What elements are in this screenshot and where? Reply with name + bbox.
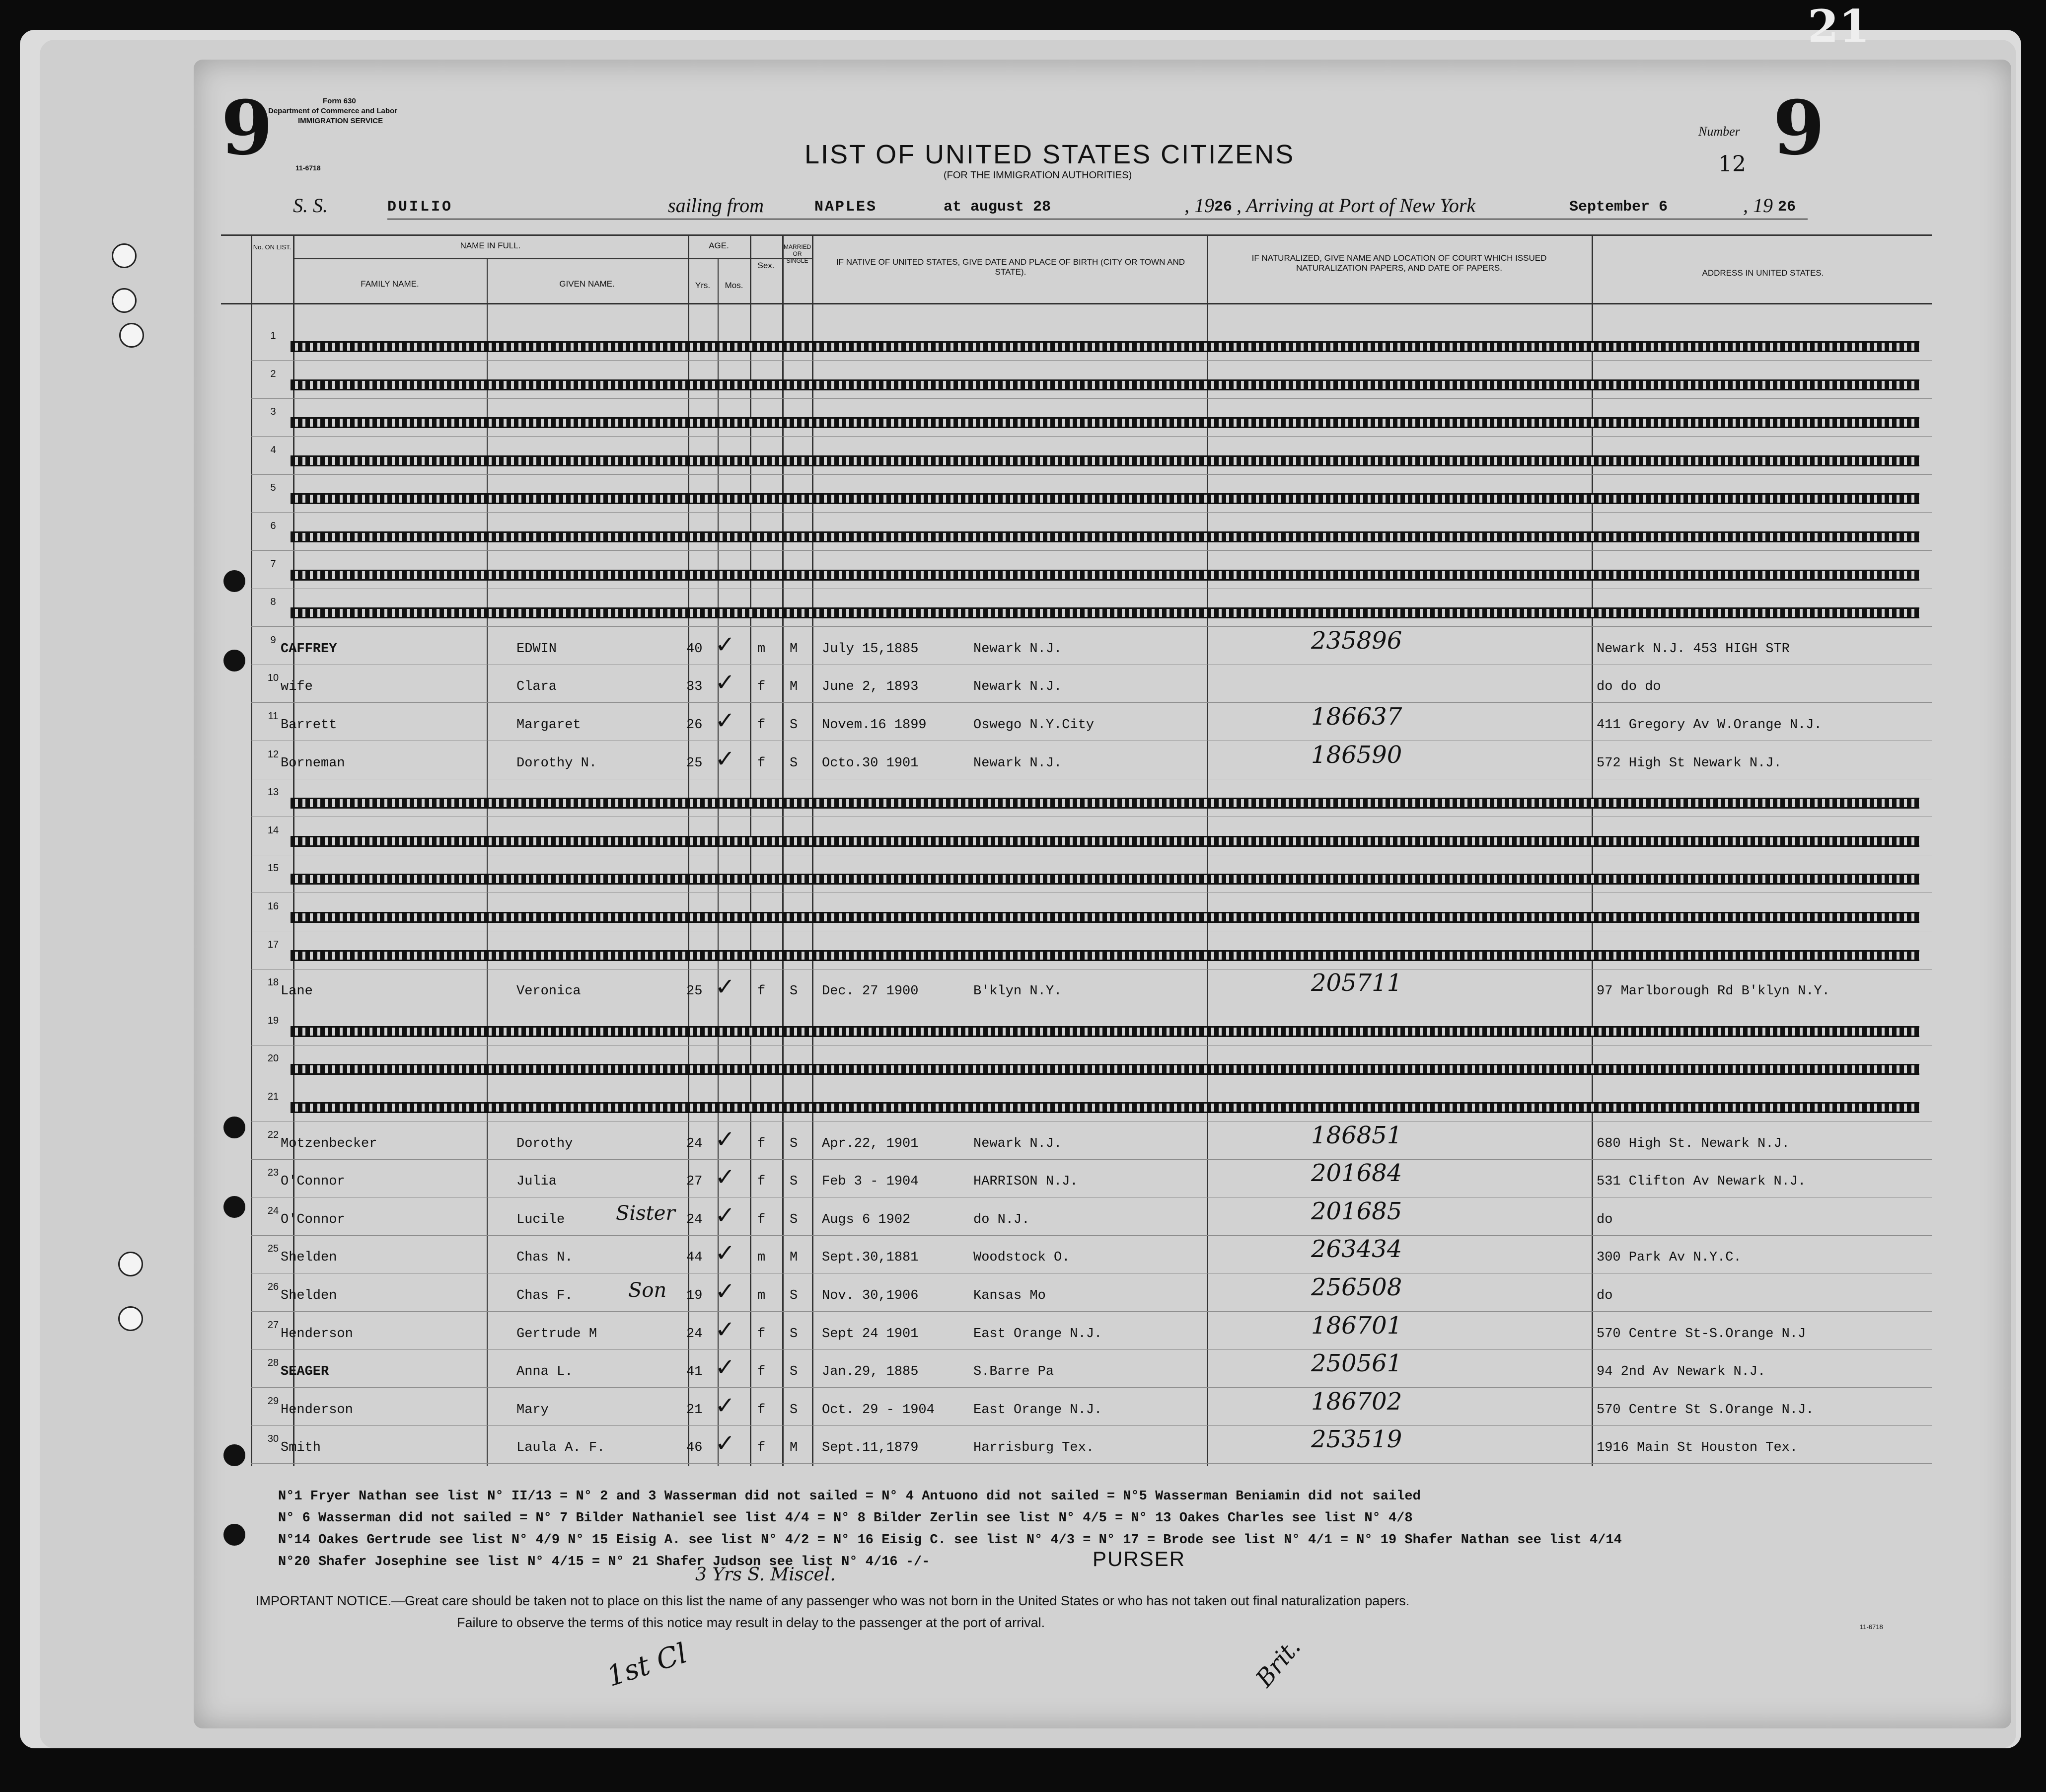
marital-status-cell: S (790, 1212, 798, 1227)
certificate-number-cell: 186851 (1311, 1121, 1402, 1149)
check-mark-icon: ✓ (715, 630, 735, 659)
struck-out-row (291, 874, 1919, 885)
row-rule (251, 1387, 1932, 1388)
family-name-cell: Henderson (281, 1326, 353, 1342)
col-divider (487, 258, 488, 1466)
corner-page-number: 21 (1808, 0, 1870, 53)
certificate-number-cell: 263434 (1311, 1235, 1402, 1264)
form-label: Form 630 (323, 97, 356, 105)
col-header-name: NAME IN FULL. (460, 241, 521, 250)
sailing-year: 26 (1214, 199, 1233, 216)
arrival-year: 26 (1778, 199, 1796, 216)
subheader-rule (293, 258, 812, 259)
address-cell: 570 Centre St S.Orange N.J. (1597, 1402, 1814, 1418)
family-name-cell: Henderson (281, 1402, 353, 1418)
check-mark-icon: ✓ (715, 1353, 735, 1382)
row-rule (251, 512, 1932, 513)
age-cell: 46 (686, 1440, 703, 1456)
given-name-cell: Dorothy N. (516, 755, 597, 771)
given-name-cell: Anna L. (516, 1364, 573, 1380)
age-cell: 44 (686, 1250, 703, 1266)
birth-date-cell: Oct. 29 - 1904 (822, 1402, 935, 1418)
row-number: 28 (267, 1357, 279, 1369)
address-cell: 1916 Main St Houston Tex. (1597, 1440, 1798, 1456)
given-name-cell: Margaret (516, 718, 581, 733)
birth-place-cell: Woodstock O. (973, 1250, 1070, 1266)
birth-date-cell: July 15,1885 (822, 641, 919, 657)
table-header-rule (221, 303, 1932, 304)
department-label: Department of Commerce and Labor (268, 107, 398, 115)
birth-place-cell: East Orange N.J. (973, 1402, 1102, 1418)
address-cell: 570 Centre St-S.Orange N.J (1597, 1326, 1806, 1342)
age-cell: 25 (686, 984, 703, 999)
row-number: 24 (267, 1205, 279, 1216)
age-cell: 21 (686, 1402, 703, 1418)
punch-hole (112, 243, 137, 268)
row-rule (251, 1463, 1932, 1464)
marital-status-cell: S (790, 1288, 798, 1303)
check-mark-icon: ✓ (715, 1163, 735, 1192)
birth-place-cell: Newark N.J. (973, 679, 1062, 695)
row-rule (251, 474, 1932, 475)
row-number: 25 (267, 1243, 279, 1255)
row-number: 7 (270, 558, 276, 570)
handwritten-signature: 3 Yrs S. Miscel. (695, 1565, 836, 1585)
family-name-cell: Shelden (281, 1250, 337, 1266)
age-cell: 41 (686, 1364, 703, 1380)
row-rule (251, 702, 1932, 703)
struck-out-row (291, 341, 1919, 352)
row-rule (251, 360, 1932, 361)
given-name-cell: Chas F. (516, 1288, 573, 1303)
given-name-cell: Clara (516, 679, 557, 695)
struck-out-row (291, 1102, 1919, 1113)
sex-cell: f (757, 1440, 766, 1456)
row-rule (251, 969, 1932, 970)
certificate-number-cell: 253519 (1311, 1425, 1402, 1454)
age-cell: 19 (686, 1288, 703, 1303)
struck-out-row (291, 607, 1919, 618)
check-mark-icon: ✓ (715, 1201, 735, 1229)
punch-hole (223, 1524, 245, 1546)
sex-cell: f (757, 1402, 766, 1418)
row-rule (251, 550, 1932, 551)
struck-out-row (291, 570, 1919, 581)
struck-out-row (291, 912, 1919, 923)
address-cell: 97 Marlborough Rd B'klyn N.Y. (1597, 984, 1830, 999)
birth-place-cell: B'klyn N.Y. (973, 984, 1062, 999)
struck-out-row (291, 493, 1919, 504)
given-name-cell: EDWIN (516, 641, 557, 657)
struck-out-row (291, 836, 1919, 847)
col-header-address: ADDRESS IN UNITED STATES. (1702, 268, 1824, 278)
punch-hole (118, 1306, 143, 1331)
birth-date-cell: Sept.30,1881 (822, 1250, 919, 1266)
given-name-cell: Julia (516, 1174, 557, 1190)
row-number: 22 (267, 1129, 279, 1140)
marital-status-cell: S (790, 1174, 798, 1190)
family-name-cell: CAFFREY (281, 641, 337, 657)
row-number: 21 (267, 1091, 279, 1102)
row-rule (251, 626, 1932, 627)
footnote-line: N°20 Shafer Josephine see list N° 4/15 = N° 21 Shafer Judson see list N° 4/16 -/- (278, 1555, 930, 1569)
struck-out-row (291, 798, 1919, 809)
footnote-line: N°1 Fryer Nathan see list N° II/13 = N° 2 and 3 Wasserman did not sailed = N° 4 Antuono did not sailed = N°5 Wasserman Beniamin did not sailed (278, 1489, 1421, 1504)
row-number: 19 (267, 1015, 279, 1026)
notice-form-code: 11-6718 (1860, 1623, 1883, 1631)
punch-hole (118, 1252, 143, 1276)
birth-place-cell: Oswego N.Y.City (973, 718, 1095, 733)
sex-cell: f (757, 1326, 766, 1342)
row-rule (251, 1159, 1932, 1160)
handwritten-class-note: 1st Cl (603, 1637, 691, 1693)
birth-date-cell: Jan.29, 1885 (822, 1364, 919, 1380)
form-code: 11-6718 (295, 164, 321, 172)
row-number: 10 (267, 672, 279, 684)
departure-port: NAPLES (814, 199, 877, 216)
marital-status-cell: S (790, 755, 798, 771)
family-name-cell: Shelden (281, 1288, 337, 1303)
arrival-date: September 6 (1569, 199, 1668, 216)
birth-place-cell: Kansas Mo (973, 1288, 1046, 1303)
family-name-cell: Smith (281, 1440, 321, 1456)
row-number: 16 (267, 901, 279, 912)
given-name-cell: Lucile (516, 1212, 565, 1227)
certificate-number-cell: 250561 (1311, 1349, 1402, 1378)
col-divider (251, 234, 252, 1466)
struck-out-row (291, 379, 1919, 390)
certificate-number-cell: 201684 (1311, 1159, 1402, 1188)
row-number: 23 (267, 1167, 279, 1179)
check-mark-icon: ✓ (715, 973, 735, 1001)
row-number: 1 (270, 330, 276, 341)
birth-date-cell: Novem.16 1899 (822, 718, 927, 733)
birth-date-cell: Sept.11,1879 (822, 1440, 919, 1456)
sex-cell: f (757, 1364, 766, 1380)
age-cell: 27 (686, 1174, 703, 1190)
certificate-number-cell: 256508 (1311, 1273, 1402, 1301)
marital-status-cell: M (790, 679, 798, 695)
address-cell: Newark N.J. 453 HIGH STR (1597, 641, 1790, 657)
row-number: 8 (270, 597, 276, 608)
row-number: 4 (270, 444, 276, 455)
row-rule (251, 436, 1932, 437)
birth-date-cell: Feb 3 - 1904 (822, 1174, 919, 1190)
birth-date-cell: Augs 6 1902 (822, 1212, 911, 1227)
ship-name: DUILIO (387, 199, 453, 216)
birth-place-cell: Newark N.J. (973, 641, 1062, 657)
col-header-given: GIVEN NAME. (559, 279, 615, 289)
col-header-mos: Mos. (725, 281, 743, 290)
punch-hole (223, 1117, 245, 1138)
col-header-sex: Sex. (757, 261, 775, 270)
check-mark-icon: ✓ (715, 745, 735, 773)
birth-date-cell: Nov. 30,1906 (822, 1288, 919, 1303)
check-mark-icon: ✓ (715, 1277, 735, 1305)
service-label: IMMIGRATION SERVICE (298, 117, 383, 125)
birth-place-cell: HARRISON N.J. (973, 1174, 1078, 1190)
given-name-cell: Gertrude M (516, 1326, 597, 1342)
check-mark-icon: ✓ (715, 1125, 735, 1153)
family-name-cell: wife (281, 679, 313, 695)
row-number: 17 (267, 939, 279, 950)
birth-date-cell: Dec. 27 1900 (822, 984, 919, 999)
row-rule (251, 1235, 1932, 1236)
birth-date-cell: Octo.30 1901 (822, 755, 919, 771)
row-number: 30 (267, 1433, 279, 1445)
address-cell: do (1597, 1212, 1613, 1227)
margin-note-sister: Sister (616, 1202, 675, 1225)
punch-hole (112, 288, 137, 313)
col-header-naturalized: IF NATURALIZED, GIVE NAME AND LOCATION OF COURT WHICH ISSUED NATURALIZATION PAPERS, AND DATE OF PAPERS. (1251, 253, 1547, 273)
sex-cell: f (757, 755, 766, 771)
sailing-from-label: sailing from (668, 194, 764, 217)
page-number: 12 (1718, 151, 1746, 177)
address-cell: 572 High St Newark N.J. (1597, 755, 1782, 771)
age-cell: 24 (686, 1326, 703, 1342)
row-rule (251, 1349, 1932, 1350)
family-name-cell: Borneman (281, 755, 345, 771)
document-sheet (194, 60, 2011, 1728)
family-name-cell: Lane (281, 984, 313, 999)
row-number: 29 (267, 1395, 279, 1407)
age-cell: 40 (686, 641, 703, 657)
birth-place-cell: Newark N.J. (973, 1136, 1062, 1151)
marital-status-cell: S (790, 984, 798, 999)
address-cell: do do do (1597, 679, 1661, 695)
marital-status-cell: M (790, 641, 798, 657)
age-cell: 26 (686, 718, 703, 733)
arriving-label: , Arriving at Port of New York (1237, 194, 1476, 217)
marital-status-cell: M (790, 1250, 798, 1266)
number-label: Number (1698, 124, 1740, 139)
table-top-rule (221, 234, 1932, 236)
form-number-left: 9 (221, 84, 273, 172)
address-cell: 411 Gregory Av W.Orange N.J. (1597, 718, 1822, 733)
given-name-cell: Veronica (516, 984, 581, 999)
birth-place-cell: East Orange N.J. (973, 1326, 1102, 1342)
family-name-cell: SEAGER (281, 1364, 329, 1380)
col-header-yrs: Yrs. (695, 281, 711, 290)
punch-hole (223, 1196, 245, 1218)
punch-hole (223, 570, 245, 592)
family-name-cell: O'Connor (281, 1212, 345, 1227)
birth-date-cell: June 2, 1893 (822, 679, 919, 695)
punch-hole (119, 323, 144, 348)
age-cell: 24 (686, 1136, 703, 1151)
address-cell: do (1597, 1288, 1613, 1303)
row-number: 26 (267, 1281, 279, 1292)
sex-cell: m (757, 1288, 766, 1303)
birth-place-cell: Newark N.J. (973, 755, 1062, 771)
row-rule (251, 1425, 1932, 1426)
certificate-number-cell: 186637 (1311, 703, 1402, 731)
row-number: 18 (267, 977, 279, 988)
age-cell: 24 (686, 1212, 703, 1227)
important-notice-line2: Failure to observe the terms of this notice may result in delay to the passenger at the port of arrival. (457, 1615, 1045, 1630)
given-name-cell: Laula A. F. (516, 1440, 605, 1456)
row-number: 3 (270, 406, 276, 418)
struck-out-row (291, 1026, 1919, 1037)
ss-label: S. S. (293, 194, 328, 217)
punch-hole (223, 1444, 245, 1466)
row-number: 9 (270, 634, 276, 646)
margin-note-son: Son (628, 1279, 667, 1302)
footnote-line: N° 6 Wasserman did not sailed = N° 7 Bilder Nathaniel see list 4/4 = N° 8 Bilder Zerlin see list N° 4/5 = N° 13 Oakes Charles see list N° 4/8 (278, 1511, 1413, 1526)
certificate-number-cell: 235896 (1311, 626, 1402, 655)
handwritten-signature: Brit. (1250, 1633, 1307, 1693)
struck-out-row (291, 950, 1919, 961)
check-mark-icon: ✓ (715, 1239, 735, 1268)
col-header-native: IF NATIVE OF UNITED STATES, GIVE DATE AND PLACE OF BIRTH (CITY OR TOWN AND STATE). (836, 257, 1185, 277)
sex-cell: f (757, 718, 766, 733)
sex-cell: f (757, 1136, 766, 1151)
important-notice: IMPORTANT NOTICE.—Great care should be taken not to place on this list the name of any passenger who was not born in the United States or who has not taken out final naturalization papers. (256, 1593, 1410, 1608)
number-value: 9 (1773, 84, 1825, 172)
col-header-no: No. ON LIST. (253, 243, 292, 251)
given-name-cell: Chas N. (516, 1250, 573, 1266)
certificate-number-cell: 186702 (1311, 1387, 1402, 1416)
address-cell: 680 High St. Newark N.J. (1597, 1136, 1790, 1151)
row-number: 6 (270, 521, 276, 531)
struck-out-row (291, 531, 1919, 542)
col-header-family: FAMILY NAME. (361, 279, 419, 289)
check-mark-icon: ✓ (715, 1391, 735, 1419)
row-number: 11 (268, 711, 279, 722)
row-rule (251, 1311, 1932, 1312)
marital-status-cell: S (790, 1326, 798, 1342)
struck-out-row (291, 455, 1919, 466)
row-number: 12 (267, 748, 279, 760)
footnote-line: N°14 Oakes Gertrude see list N° 4/9 N° 15 Eisig A. see list N° 4/2 = N° 16 Eisig C. see list N° 4/3 = N° 17 = Brode see list N° 4/1 = N° 19 Shafer Nathan see list 4/14 (278, 1533, 1622, 1548)
sex-cell: f (757, 984, 766, 999)
check-mark-icon: ✓ (715, 1315, 735, 1344)
marital-status-cell: M (790, 1440, 798, 1456)
given-name-cell: Dorothy (516, 1136, 573, 1151)
age-cell: 25 (686, 755, 703, 771)
row-number: 5 (270, 482, 276, 494)
sex-cell: m (757, 1250, 766, 1266)
family-name-cell: Barrett (281, 718, 337, 733)
row-rule (251, 398, 1932, 399)
col-header-age: AGE. (709, 241, 729, 250)
address-cell: 94 2nd Av Newark N.J. (1597, 1364, 1766, 1380)
row-number: 27 (267, 1319, 279, 1331)
address-cell: 531 Clifton Av Newark N.J. (1597, 1174, 1806, 1190)
family-name-cell: O'Connor (281, 1174, 345, 1190)
sex-cell: f (757, 679, 766, 695)
marital-status-cell: S (790, 718, 798, 733)
birth-place-cell: do N.J. (973, 1212, 1030, 1227)
birth-date-cell: Apr.22, 1901 (822, 1136, 919, 1151)
age-cell: 33 (686, 679, 703, 695)
birth-place-cell: S.Barre Pa (973, 1364, 1054, 1380)
year-prefix: , 19 (1184, 194, 1214, 217)
family-name-cell: Motzenbecker (281, 1136, 377, 1151)
check-mark-icon: ✓ (715, 1429, 735, 1458)
sex-cell: m (757, 641, 766, 657)
birth-date-cell: Sept 24 1901 (822, 1326, 919, 1342)
sailing-date: at august 28 (944, 199, 1051, 216)
certificate-number-cell: 186701 (1311, 1311, 1402, 1340)
given-name-cell: Mary (516, 1402, 549, 1418)
year-prefix-2: , 19 (1743, 194, 1773, 217)
page-title: LIST OF UNITED STATES CITIZENS (804, 140, 1295, 169)
page-subtitle: (FOR THE IMMIGRATION AUTHORITIES) (944, 170, 1132, 181)
sex-cell: f (757, 1174, 766, 1190)
col-header-married: MARRIED OR SINGLE (784, 243, 811, 264)
check-mark-icon: ✓ (715, 669, 735, 697)
certificate-number-cell: 201685 (1311, 1197, 1402, 1225)
sex-cell: f (757, 1212, 766, 1227)
row-number: 2 (270, 368, 276, 379)
marital-status-cell: S (790, 1364, 798, 1380)
certificate-number-cell: 186590 (1311, 741, 1402, 769)
check-mark-icon: ✓ (715, 707, 735, 735)
marital-status-cell: S (790, 1136, 798, 1151)
struck-out-row (291, 1064, 1919, 1075)
address-cell: 300 Park Av N.Y.C. (1597, 1250, 1742, 1266)
row-number: 15 (267, 863, 279, 874)
row-number: 14 (267, 824, 279, 836)
punch-hole (223, 650, 245, 672)
row-number: 13 (267, 787, 279, 798)
purser-label: PURSER (1093, 1547, 1186, 1570)
birth-place-cell: Harrisburg Tex. (973, 1440, 1095, 1456)
certificate-number-cell: 205711 (1311, 969, 1402, 997)
ship-line-rule (387, 219, 1808, 220)
struck-out-row (291, 417, 1919, 428)
row-number: 20 (267, 1053, 279, 1064)
marital-status-cell: S (790, 1402, 798, 1418)
